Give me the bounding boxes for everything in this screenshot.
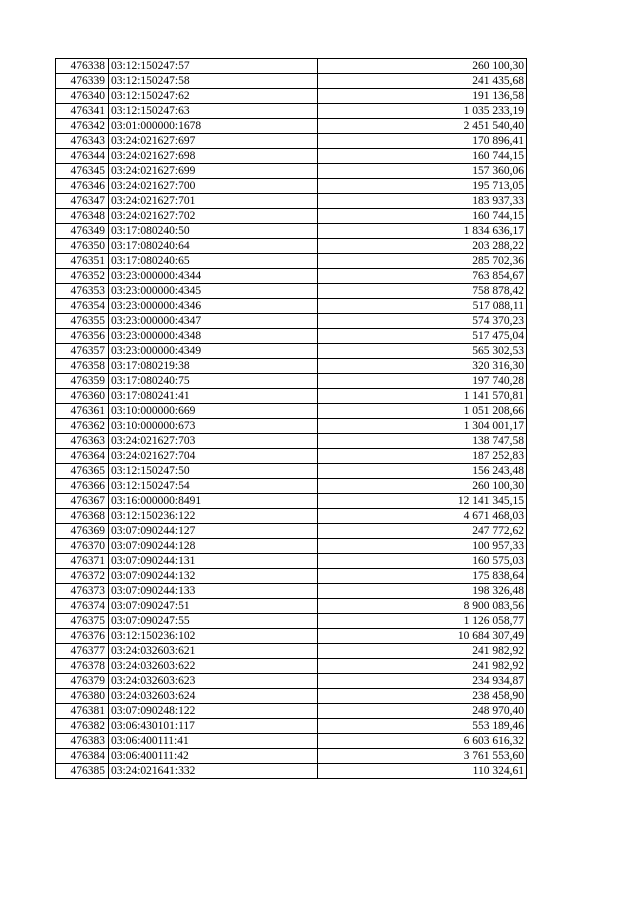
amount-cell: 197 740,28 bbox=[318, 374, 527, 389]
cadastral-number-cell: 03:12:150247:62 bbox=[109, 89, 318, 104]
cadastral-number-cell: 03:12:150236:122 bbox=[109, 509, 318, 524]
table-row bbox=[56, 194, 527, 209]
amount-cell: 241 435,68 bbox=[318, 74, 527, 89]
row-id-cell: 476353 bbox=[56, 284, 109, 299]
amount-cell: 517 475,04 bbox=[318, 329, 527, 344]
cadastral-number-cell: 03:17:080240:65 bbox=[109, 254, 318, 269]
row-id-cell: 476351 bbox=[56, 254, 109, 269]
cadastral-number-cell: 03:12:150247:63 bbox=[109, 104, 318, 119]
row-id-cell: 476383 bbox=[56, 734, 109, 749]
cadastral-number-cell: 03:07:090244:128 bbox=[109, 539, 318, 554]
table-row bbox=[56, 179, 527, 194]
amount-cell: 4 671 468,03 bbox=[318, 509, 527, 524]
cadastral-number-cell: 03:06:400111:42 bbox=[109, 749, 318, 764]
table-row bbox=[56, 479, 527, 494]
table-row bbox=[56, 404, 527, 419]
table-row bbox=[56, 374, 527, 389]
cadastral-number-cell: 03:07:090247:55 bbox=[109, 614, 318, 629]
table-row bbox=[56, 749, 527, 764]
table-row bbox=[56, 734, 527, 749]
table-row bbox=[56, 464, 527, 479]
amount-cell: 517 088,11 bbox=[318, 299, 527, 314]
row-id-cell: 476348 bbox=[56, 209, 109, 224]
row-id-cell: 476359 bbox=[56, 374, 109, 389]
amount-cell: 285 702,36 bbox=[318, 254, 527, 269]
cadastral-number-cell: 03:24:021627:697 bbox=[109, 134, 318, 149]
cadastral-number-cell: 03:24:021627:704 bbox=[109, 449, 318, 464]
table-row bbox=[56, 344, 527, 359]
row-id-cell: 476350 bbox=[56, 239, 109, 254]
table-row bbox=[56, 239, 527, 254]
amount-cell: 175 838,64 bbox=[318, 569, 527, 584]
row-id-cell: 476346 bbox=[56, 179, 109, 194]
amount-cell: 234 934,87 bbox=[318, 674, 527, 689]
row-id-cell: 476342 bbox=[56, 119, 109, 134]
data-table bbox=[55, 58, 527, 779]
amount-cell: 260 100,30 bbox=[318, 59, 527, 74]
cadastral-number-cell: 03:10:000000:673 bbox=[109, 419, 318, 434]
amount-cell: 1 141 570,81 bbox=[318, 389, 527, 404]
amount-cell: 198 326,48 bbox=[318, 584, 527, 599]
table-row bbox=[56, 359, 527, 374]
amount-cell: 138 747,58 bbox=[318, 434, 527, 449]
amount-cell: 1 304 001,17 bbox=[318, 419, 527, 434]
row-id-cell: 476338 bbox=[56, 59, 109, 74]
cadastral-number-cell: 03:24:021627:702 bbox=[109, 209, 318, 224]
cadastral-number-cell: 03:24:021627:700 bbox=[109, 179, 318, 194]
table-row bbox=[56, 569, 527, 584]
table-row bbox=[56, 434, 527, 449]
cadastral-number-cell: 03:23:000000:4349 bbox=[109, 344, 318, 359]
table-row bbox=[56, 269, 527, 284]
row-id-cell: 476352 bbox=[56, 269, 109, 284]
cadastral-number-cell: 03:24:032603:623 bbox=[109, 674, 318, 689]
row-id-cell: 476339 bbox=[56, 74, 109, 89]
row-id-cell: 476361 bbox=[56, 404, 109, 419]
table-row bbox=[56, 149, 527, 164]
amount-cell: 3 761 553,60 bbox=[318, 749, 527, 764]
row-id-cell: 476380 bbox=[56, 689, 109, 704]
table-row bbox=[56, 509, 527, 524]
cadastral-number-cell: 03:23:000000:4347 bbox=[109, 314, 318, 329]
table-row bbox=[56, 599, 527, 614]
amount-cell: 191 136,58 bbox=[318, 89, 527, 104]
row-id-cell: 476363 bbox=[56, 434, 109, 449]
amount-cell: 763 854,67 bbox=[318, 269, 527, 284]
amount-cell: 12 141 345,15 bbox=[318, 494, 527, 509]
amount-cell: 160 744,15 bbox=[318, 209, 527, 224]
row-id-cell: 476347 bbox=[56, 194, 109, 209]
table-row bbox=[56, 644, 527, 659]
cadastral-number-cell: 03:12:150247:58 bbox=[109, 74, 318, 89]
amount-cell: 157 360,06 bbox=[318, 164, 527, 179]
amount-cell: 553 189,46 bbox=[318, 719, 527, 734]
amount-cell: 2 451 540,40 bbox=[318, 119, 527, 134]
amount-cell: 156 243,48 bbox=[318, 464, 527, 479]
amount-cell: 241 982,92 bbox=[318, 644, 527, 659]
row-id-cell: 476371 bbox=[56, 554, 109, 569]
row-id-cell: 476354 bbox=[56, 299, 109, 314]
cadastral-number-cell: 03:01:000000:1678 bbox=[109, 119, 318, 134]
cadastral-number-cell: 03:23:000000:4346 bbox=[109, 299, 318, 314]
row-id-cell: 476375 bbox=[56, 614, 109, 629]
row-id-cell: 476366 bbox=[56, 479, 109, 494]
cadastral-number-cell: 03:24:032603:622 bbox=[109, 659, 318, 674]
row-id-cell: 476365 bbox=[56, 464, 109, 479]
row-id-cell: 476341 bbox=[56, 104, 109, 119]
amount-cell: 110 324,61 bbox=[318, 764, 527, 779]
cadastral-number-cell: 03:07:090247:51 bbox=[109, 599, 318, 614]
table-row bbox=[56, 674, 527, 689]
table-row bbox=[56, 494, 527, 509]
row-id-cell: 476378 bbox=[56, 659, 109, 674]
amount-cell: 238 458,90 bbox=[318, 689, 527, 704]
table-row bbox=[56, 209, 527, 224]
table-row bbox=[56, 419, 527, 434]
table-row bbox=[56, 164, 527, 179]
cadastral-number-cell: 03:24:021627:701 bbox=[109, 194, 318, 209]
row-id-cell: 476369 bbox=[56, 524, 109, 539]
row-id-cell: 476373 bbox=[56, 584, 109, 599]
amount-cell: 758 878,42 bbox=[318, 284, 527, 299]
row-id-cell: 476357 bbox=[56, 344, 109, 359]
row-id-cell: 476384 bbox=[56, 749, 109, 764]
amount-cell: 8 900 083,56 bbox=[318, 599, 527, 614]
amount-cell: 195 713,05 bbox=[318, 179, 527, 194]
table-row bbox=[56, 554, 527, 569]
amount-cell: 170 896,41 bbox=[318, 134, 527, 149]
amount-cell: 1 126 058,77 bbox=[318, 614, 527, 629]
amount-cell: 10 684 307,49 bbox=[318, 629, 527, 644]
amount-cell: 565 302,53 bbox=[318, 344, 527, 359]
cadastral-number-cell: 03:12:150247:54 bbox=[109, 479, 318, 494]
amount-cell: 1 035 233,19 bbox=[318, 104, 527, 119]
row-id-cell: 476381 bbox=[56, 704, 109, 719]
cadastral-number-cell: 03:24:021627:698 bbox=[109, 149, 318, 164]
row-id-cell: 476374 bbox=[56, 599, 109, 614]
cadastral-number-cell: 03:17:080219:38 bbox=[109, 359, 318, 374]
cadastral-number-cell: 03:17:080240:75 bbox=[109, 374, 318, 389]
amount-cell: 160 744,15 bbox=[318, 149, 527, 164]
row-id-cell: 476379 bbox=[56, 674, 109, 689]
table-row bbox=[56, 539, 527, 554]
amount-cell: 1 834 636,17 bbox=[318, 224, 527, 239]
table-row bbox=[56, 629, 527, 644]
row-id-cell: 476358 bbox=[56, 359, 109, 374]
cadastral-number-cell: 03:07:090244:133 bbox=[109, 584, 318, 599]
cadastral-number-cell: 03:07:090244:131 bbox=[109, 554, 318, 569]
cadastral-number-cell: 03:24:021627:703 bbox=[109, 434, 318, 449]
table-row bbox=[56, 389, 527, 404]
table-row bbox=[56, 224, 527, 239]
row-id-cell: 476367 bbox=[56, 494, 109, 509]
amount-cell: 241 982,92 bbox=[318, 659, 527, 674]
amount-cell: 248 970,40 bbox=[318, 704, 527, 719]
data-table-body bbox=[56, 59, 527, 779]
row-id-cell: 476340 bbox=[56, 89, 109, 104]
table-row bbox=[56, 314, 527, 329]
table-row bbox=[56, 764, 527, 779]
row-id-cell: 476344 bbox=[56, 149, 109, 164]
table-row bbox=[56, 614, 527, 629]
cadastral-number-cell: 03:16:000000:8491 bbox=[109, 494, 318, 509]
cadastral-number-cell: 03:10:000000:669 bbox=[109, 404, 318, 419]
cadastral-number-cell: 03:06:400111:41 bbox=[109, 734, 318, 749]
row-id-cell: 476376 bbox=[56, 629, 109, 644]
cadastral-number-cell: 03:24:021627:699 bbox=[109, 164, 318, 179]
row-id-cell: 476382 bbox=[56, 719, 109, 734]
cadastral-number-cell: 03:17:080240:50 bbox=[109, 224, 318, 239]
table-row bbox=[56, 74, 527, 89]
amount-cell: 100 957,33 bbox=[318, 539, 527, 554]
cadastral-number-cell: 03:17:080240:64 bbox=[109, 239, 318, 254]
amount-cell: 1 051 208,66 bbox=[318, 404, 527, 419]
row-id-cell: 476372 bbox=[56, 569, 109, 584]
row-id-cell: 476355 bbox=[56, 314, 109, 329]
cadastral-number-cell: 03:07:090248:122 bbox=[109, 704, 318, 719]
table-row bbox=[56, 524, 527, 539]
amount-cell: 320 316,30 bbox=[318, 359, 527, 374]
amount-cell: 183 937,33 bbox=[318, 194, 527, 209]
row-id-cell: 476370 bbox=[56, 539, 109, 554]
cadastral-number-cell: 03:24:032603:621 bbox=[109, 644, 318, 659]
cadastral-number-cell: 03:12:150247:50 bbox=[109, 464, 318, 479]
row-id-cell: 476360 bbox=[56, 389, 109, 404]
cadastral-number-cell: 03:23:000000:4344 bbox=[109, 269, 318, 284]
row-id-cell: 476385 bbox=[56, 764, 109, 779]
cadastral-number-cell: 03:06:430101:117 bbox=[109, 719, 318, 734]
table-row bbox=[56, 329, 527, 344]
cadastral-number-cell: 03:12:150247:57 bbox=[109, 59, 318, 74]
cadastral-number-cell: 03:23:000000:4348 bbox=[109, 329, 318, 344]
row-id-cell: 476343 bbox=[56, 134, 109, 149]
amount-cell: 203 288,22 bbox=[318, 239, 527, 254]
row-id-cell: 476368 bbox=[56, 509, 109, 524]
table-row bbox=[56, 284, 527, 299]
cadastral-number-cell: 03:07:090244:132 bbox=[109, 569, 318, 584]
table-row bbox=[56, 59, 527, 74]
amount-cell: 187 252,83 bbox=[318, 449, 527, 464]
table-row bbox=[56, 119, 527, 134]
table-row bbox=[56, 89, 527, 104]
cadastral-number-cell: 03:23:000000:4345 bbox=[109, 284, 318, 299]
table-row bbox=[56, 689, 527, 704]
table-row bbox=[56, 254, 527, 269]
cadastral-number-cell: 03:12:150236:102 bbox=[109, 629, 318, 644]
table-row bbox=[56, 584, 527, 599]
row-id-cell: 476345 bbox=[56, 164, 109, 179]
table-row bbox=[56, 719, 527, 734]
amount-cell: 260 100,30 bbox=[318, 479, 527, 494]
row-id-cell: 476349 bbox=[56, 224, 109, 239]
cadastral-number-cell: 03:17:080241:41 bbox=[109, 389, 318, 404]
table-row bbox=[56, 104, 527, 119]
table-row bbox=[56, 299, 527, 314]
cadastral-number-cell: 03:24:032603:624 bbox=[109, 689, 318, 704]
table-row bbox=[56, 704, 527, 719]
table-row bbox=[56, 134, 527, 149]
row-id-cell: 476356 bbox=[56, 329, 109, 344]
row-id-cell: 476362 bbox=[56, 419, 109, 434]
cadastral-number-cell: 03:07:090244:127 bbox=[109, 524, 318, 539]
amount-cell: 574 370,23 bbox=[318, 314, 527, 329]
table-row bbox=[56, 449, 527, 464]
table-row bbox=[56, 659, 527, 674]
row-id-cell: 476377 bbox=[56, 644, 109, 659]
row-id-cell: 476364 bbox=[56, 449, 109, 464]
amount-cell: 160 575,03 bbox=[318, 554, 527, 569]
cadastral-number-cell: 03:24:021641:332 bbox=[109, 764, 318, 779]
amount-cell: 6 603 616,32 bbox=[318, 734, 527, 749]
amount-cell: 247 772,62 bbox=[318, 524, 527, 539]
